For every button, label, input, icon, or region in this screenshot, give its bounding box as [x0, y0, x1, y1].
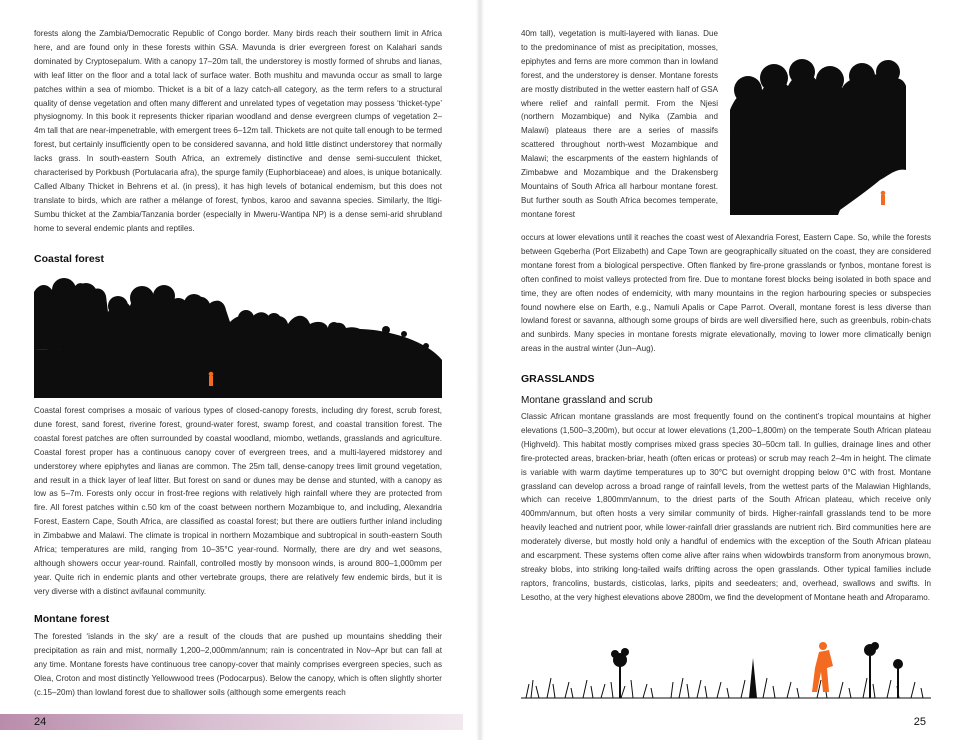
person-figure [881, 191, 886, 205]
intro-paragraph: forests along the Zambia/Democratic Republic of Congo border. Many birds reach their southern limit in Africa here, and are found only in these forests within GSA. Mavunda is drier evergreen forest on Kalahari sands dominated by Cryptosepalum. With a canopy 17–20m tall, the understorey is mostly formed of shrubs and lianas, with leaf litter on the floor and a total lack of surface water. Both mushitu and mavunda occur as small to large patches within a sea of miombo. Thicket is a bit of a lazy catch-all category, as the term refers to a structural quality of dense vegetation and often many different and unrelated types of vegetation may possess ‘thicket-type’ physiognomy. In this book it represents thicker riparian woodland and dense evergreen clumps of vegetation 2–4m tall that are near-impenetrable, with emergent trees 6–12m tall. Thickets are not quite tall enough to be termed forest, but certainly insufficiently open to be considered savanna, and hold little distinct understorey that normally lacks grass. In south-eastern South Africa, an extremely distinctive and dense semi-succulent thicket, characterised by Porkbush (Portulacaria afra), the spurge family (Euphorbiaceae) and aloes, is unique botanically. Called Albany Thicket in Behrens et al. (in press), it has high levels of botanical endemism, but this does not translate to birds, which are rather a mélange of forest, fynbos, karoo and savanna species. Similarly, the Itigi-Sumbu thicket at the Zambia/Tanzania border (especially in Mweru-Wantipa NP) is a dense semi-arid shrubland home to several endemic plants and reptiles. [34, 29, 442, 233]
montane-forest-heading: Montane forest [34, 613, 110, 625]
montane-forest-illustration [730, 50, 906, 215]
montane-grassland-paragraph: Classic African montane grasslands are most frequently found on the continent’s tropical mountains at higher elevations (1,500–3,200m), but occur at lower elevations (1,200–1,800m) on the temperate South African plateau (Highveld). This habitat mostly comprises mixed grass species 30–50cm tall. In gullies, drainage lines and other fire-protected areas, bracken-briar, heath (often ericas or proteas) or scrub may reach 2–4m in height. The climate is variable with warm daytime temperatures up to 30°C but overnight dropping below 0°C with frost. Montane grassland can develop across a broad range of rainfall levels, from the wettest parts of the Malawian Highlands, which can receive 1,800mm/annum, to the driest parts of the South African plateau, which receive only 400mm/annum, but often hosts a very similar community of birds. Higher-rainfall grasslands tend to be more heavily leached and nutrient poor, while lower-rainfall drier grasslands are nutrient rich. Bird communities here are moderately diverse, but mostly hold only a handful of endemics with the exception of the South African plateau and escarpment. These systems often come alive after rains when widowbirds transform from anonymous brown, streaky blobs, into striking long-tailed waifs drifting across the open grasslands. Other typical families include raptors, francolins, bustards, cisticolas, larks, pipits and seedeaters; and, overhead, swallows and swifts. In Lesotho, at the very highest elevations above 2800m, we find the development of Montane heath and Afroparamo. [521, 412, 931, 602]
coastal-forest-paragraph: Coastal forest comprises a mosaic of various types of closed-canopy forests, including dry forest, scrub forest, dune forest, sand forest, riverine forest, ground-water forest, swamp forest, and coastal transition forest. The coastal forest patches are often surrounded by coastal woodland, miombo, wetlands, grasslands and agriculture. Coastal forest proper has a continuous canopy cover of evergreen trees, and a multi-layered midstorey and understorey where epiphytes and lianas are common. The 25m tall, dense-canopy trees limit ground vegetation, and result in a thick layer of leaf litter. But forest on sand or dunes may be dense and stunted, with a canopy as low as 5–7m. Forests only occur in frost-free regions with relatively high rainfall where they are protected from fire. All forest patches within c.50 km of the coast between northern Mozambique to, and including, Alexandria Forest, Eastern Cape, South Africa, are classified as coastal forest; but there are outliers further inland including in Zimbabwe and Malawi. The climate is tropical in northern Mozambique and subtropical in south-eastern South Africa; temperatures are mild, ranging from 10–35°C year-round. Normally, there are dry and wet seasons, although showers occur year-round. Rainfall, controlled mostly by monsoon winds, is around 800–1,000mm per year. Quite rich in endemic plants and other vertebrate groups, there are relatively few endemic birds, but it is very diverse with a distinct avifaunal community. [34, 406, 442, 596]
coastal-forest-illustration [34, 270, 442, 400]
grassland-illustration [521, 628, 931, 700]
right-page [480, 0, 960, 740]
montane-continued-narrow: 40m tall), vegetation is multi-layered with lianas. Due to the predominance of mist as precipitation, mosses, epiphytes and ferns are more common than in lowland forest, and the understorey is denser. Montane forests are mostly distributed in the wetter eastern half of GSA where relief and rainfall permit. From the Njesi (northern Mozambique) and Nyika (Zambia and Malawi) plateaus there are a series of massifs scattered throughout north-west Mozambique and Malawi; the escarpments of the eastern highlands of Zimbabwe and Mozambique and the Drakensberg Mountains of South Africa all harbour montane forest. But further south as South Africa becomes temperate, montane forest [521, 29, 718, 219]
montane-grassland-subheading: Montane grassland and scrub [521, 395, 653, 406]
page-number-left: 24 [34, 716, 47, 728]
montane-forest-paragraph: The forested ‘islands in the sky’ are a result of the clouds that are pushed up mountains shedding their precipitation as rain and mist, normally 1,200–2,000mm/annum; rain is concentrated in Nov–Apr but can fall at any time. Montane forests have continuous tree canopy-cover that mainly comprises evergreen species, such as Olea, Croton and most distinctly Yellowwood trees (Podocarpus). Below the canopy, which is often slightly shorter (c.15–20m) than lowland forest due to shallower soils (although some emergents reach [34, 632, 442, 697]
person-figure [209, 372, 214, 386]
montane-continued-wide: occurs at lower elevations until it reaches the coast west of Alexandria Forest, Eastern Cape. So, while the forests between Gqeberha (Port Elizabeth) and Cape Town are geographically situated on the coast, they are considered montane forest from a biological perspective. Often flanked by fire-prone grasslands or fynbos, montane forest is often confined to moist valleys protected from fire. Due to montane forest blocks being isolated in both space and time, they are often nodes of endemicity, with many mountains in the region harbouring species or subspecies found nowhere else on Earth, e.g., Namuli Apalis or Cape Parrot. Overall, montane forest is less diverse than lowland forest or savanna, although some groups of birds are well diversified here, such as greenbuls, robin-chats and sunbirds. Many species in montane forests migrate elevationally, moving to lower more climatically benign areas in the austral winter (Jun–Aug). [521, 233, 931, 354]
coastal-forest-heading: Coastal forest [34, 253, 105, 265]
grasslands-heading: GRASSLANDS [521, 373, 595, 385]
footer-band-left [0, 714, 463, 730]
page-number-right: 25 [913, 716, 926, 728]
hiker-figure [812, 642, 833, 692]
